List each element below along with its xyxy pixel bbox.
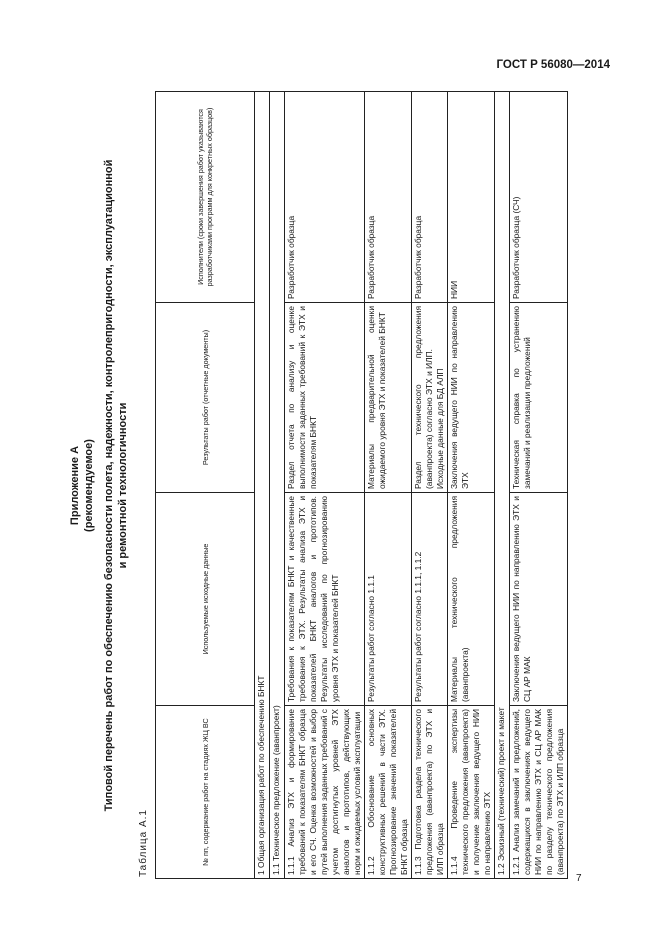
cell-inputs: Требования к показателям БНКТ и качественные требования к ЭТХ. Результаты анализа ЭТХ и показателей БНКТ аналогов и прототипов. Результаты исследований по прогнозированию уровня ЭТХ и показателей БНКТ <box>285 493 365 706</box>
cell-results: Раздел отчета по анализу и оценке выполнимости заданных требований к ЭТХ и показателям БНКТ <box>285 303 365 493</box>
appendix-title: Приложение А <box>69 445 81 526</box>
cell-executors: Разработчик образца <box>412 92 448 303</box>
main-title <box>102 92 130 879</box>
table-label: Таблица А.1 <box>138 809 149 877</box>
cell-work: 1.1.2 Обоснование основных конструктивных решений в части ЭТХ. Прогнозирование значений показателей БНКТ образца <box>365 706 412 879</box>
cell-work: 1.1.4 Проведение экспертизы технического предложения (аванпроекта) и получение заключения ведущего НИИ по направлению ЭТХ <box>448 706 495 879</box>
table-row <box>365 92 412 879</box>
section-row <box>270 92 285 879</box>
table-row <box>448 92 495 879</box>
cell-results: Материалы предварительной оценки ожидаемого уровня ЭТХ и показателей БНКТ <box>365 303 412 493</box>
cell-executors: Разработчик образца <box>365 92 412 303</box>
cell-results: Раздел технического предложения (аванпроекта) согласно ЭТХ и ИЛП. Исходные данные для БД АЛП <box>412 303 448 493</box>
header-executors: Исполнители (сроки завершения работ указываются разработчиками программ для конкретных образцов) <box>156 92 255 303</box>
main-title-line-1: Типовой перечень работ по обеспечению безопасности полета, надежности, контролепригодности, эксплуатационной <box>103 159 115 812</box>
header-inputs: Используемые исходные данные <box>156 493 255 706</box>
cell-executors: Разработчик образца (СЧ) <box>510 92 568 303</box>
appendix-subtitle: (рекомендуемое) <box>83 439 95 532</box>
section-row <box>495 92 510 879</box>
cell-results: Техническая справка по устранению замечаний и реализации предложений <box>510 303 568 493</box>
section-1: 1 Общая организация работ по обеспечению БНКТ <box>255 92 270 879</box>
section-row <box>255 92 270 879</box>
cell-inputs: Результаты работ согласно 1.1.1 <box>365 493 412 706</box>
header-work: № пп, содержание работ на стадиях ЖЦ ВС <box>156 706 255 879</box>
cell-inputs: Материалы технического предложения (аванпроекта) <box>448 493 495 706</box>
rotated-page-content <box>68 92 588 879</box>
section-1-1: 1.1 Техническое предложение (аванпроект) <box>270 92 285 879</box>
cell-executors: Разработчик образца <box>285 92 365 303</box>
cell-executors: НИИ <box>448 92 495 303</box>
section-1-2: 1.2 Эскизный (технический) проект и макет <box>495 92 510 879</box>
header-results: Результаты работ (отчетные документы) <box>156 303 255 493</box>
table-row <box>412 92 448 879</box>
works-table <box>155 91 568 879</box>
appendix-heading <box>68 92 96 879</box>
cell-results: Заключения ведущего НИИ по направлению ЭТХ <box>448 303 495 493</box>
page-number: 7 <box>576 873 582 884</box>
cell-work: 1.1.1 Анализ ЭТХ и формирование требований к показателям БНКТ образца и его СЧ. Оценка возможностей и выбор путей выполнения заданных требований с учетом достигнутых уровней ЭТХ аналогов и прототипов, действующих норм и ожидаемых условий эксплуатации <box>285 706 365 879</box>
cell-work: 1.1.3 Подготовка раздела технического предложения (аванпроекта) по ЭТХ и ИЛП образца <box>412 706 448 879</box>
cell-inputs: Результаты работ согласно 1.1.1, 1.1.2 <box>412 493 448 706</box>
cell-work: 1.2.1 Анализ замечаний и предложений, содержащихся в заключениях ведущего НИИ по направлению ЭТХ и СЦ АР МАК по разделу технического предложения (аванпроекта) по ЭТХ и ИЛП образца <box>510 706 568 879</box>
cell-inputs: Заключения ведущего НИИ по направлению ЭТХ и СЦ АР МАК <box>510 493 568 706</box>
main-title-line-2: и ремонтной технологичности <box>117 402 129 569</box>
table-row <box>285 92 365 879</box>
table-row <box>510 92 568 879</box>
standard-number: ГОСТ Р 56080—2014 <box>496 59 610 71</box>
table-header-row <box>156 92 255 879</box>
